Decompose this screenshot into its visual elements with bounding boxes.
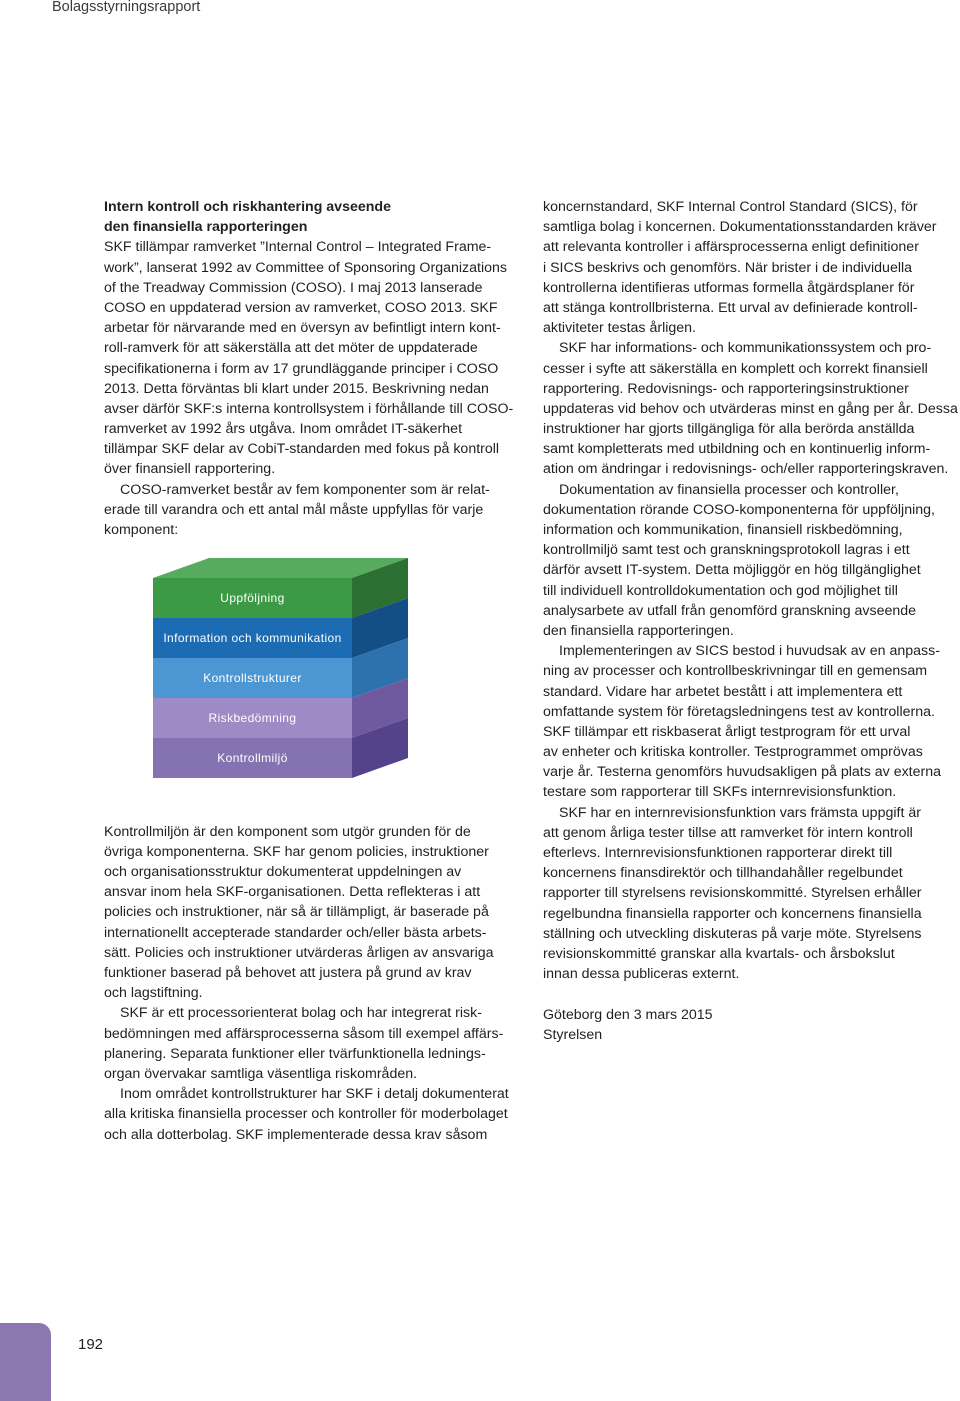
body-text	[104, 822, 519, 1145]
text-line: arbetar för närvarande med en översyn av befintligt intern kont-	[104, 320, 501, 337]
text-line: därför avsett IT-system. Detta möjliggör en hög tillgänglighet	[543, 562, 921, 579]
text-line: att stänga kontrollbristerna. Ett urval av definierade kontroll-	[543, 299, 918, 316]
text-line: bedömningen med affärsprocesserna såsom till exempel affärs-	[104, 1025, 504, 1042]
text-line: COSO-ramverket består av fem komponenter som är relat-	[120, 481, 490, 498]
text-line: rapporter till styrelsens revisionskommitté. Styrelsen erhåller	[543, 885, 922, 902]
text-line: SKF tillämpar ett riskbaserat årligt testprogram för ett urval	[543, 723, 911, 740]
text-line: över finansiell rapportering.	[104, 461, 276, 478]
text-line: COSO en uppdaterad version av ramverket, COSO 2013. SKF	[104, 299, 498, 316]
text-line: innan dessa publiceras externt.	[543, 966, 740, 983]
text-line: övriga komponenterna. SKF har genom policies, instruktioner	[104, 843, 489, 860]
heading-line: Intern kontroll och riskhantering avseende	[104, 199, 391, 215]
heading-line: den finansiella rapporteringen	[104, 219, 308, 236]
text-line: samtliga bolag i koncernen. Dokumentationsstandarden kräver	[543, 219, 937, 236]
text-line: och organisationsstruktur dokumenterat uppdelningen av	[104, 864, 462, 881]
text-line: av enheter och kritiska kontroller. Testprogrammet omprövas	[543, 744, 923, 761]
text-line: roll-ramverk för att säkerställa att det möter de uppdaterade	[104, 340, 478, 357]
signature-block	[543, 1005, 958, 1045]
text-line: standard. Vidare har arbetet bestått i att implementera ett	[543, 683, 903, 700]
text-line: rapportering. Redovisnings- och rapporteringsinstruktioner	[543, 380, 909, 397]
text-line: samt kompletterats med utbildning och en kontinuerlig inform-	[543, 441, 931, 458]
text-line: Dokumentation av finansiella processer och kontroller,	[559, 481, 899, 498]
text-line: kontrollerna identifieras utformas formella åtgärdsplaner för	[543, 279, 915, 296]
body-text	[543, 197, 958, 984]
right-column	[543, 197, 958, 1045]
text-line: SKF har en internrevisionsfunktion vars främsta uppgift är	[559, 804, 921, 821]
text-line: kontrollmiljö samt test och granskningsprotokoll lagras i ett	[543, 542, 910, 559]
text-line: dokumentation rörande COSO-komponenterna för uppföljning,	[543, 501, 935, 518]
text-line: koncernstandard, SKF Internal Control Standard (SICS), för	[543, 199, 918, 215]
text-line: organ övervakar samtliga väsentliga riskområden.	[104, 1065, 418, 1082]
page-number: 192	[78, 1336, 104, 1353]
text-line: regelbundna finansiella rapporter och koncernens finansiella	[543, 905, 922, 922]
text-line: i SICS beskrivs och genomförs. När brister i de individuella	[543, 259, 913, 276]
text-line: SKF är ett processorienterat bolag och har integrerat risk-	[120, 1005, 482, 1022]
layer-label-information: Information och kommunikation	[163, 631, 342, 646]
text-line: ansvar inom hela SKF-organisationen. Detta reflekteras i att	[104, 884, 481, 901]
text-line: ning av processer och kontrollbeskrivningar till en gemensam	[543, 663, 928, 680]
text-line: Inom området kontrollstrukturer har SKF i detalj dokumenterat	[120, 1086, 509, 1103]
text-line: cesser i syfte att säkerställa en komplett och korrekt finansiell	[543, 360, 928, 377]
text-line: att genom årliga tester tillse att ramverket för intern kontroll	[543, 824, 913, 841]
coso-cube-diagram	[104, 540, 519, 822]
text-line: ramverket av 1992 års utgåva. Inom området IT-säkerhet	[104, 421, 463, 438]
text-line: varje år. Testerna genomförs huvudsakligen på plats av externa	[543, 764, 942, 781]
text-line: efterlevs. Internrevisionsfunktionen rapporterar direkt till	[543, 845, 893, 861]
text-line: Implementeringen av SICS bestod i huvudsak av en anpass-	[559, 643, 940, 660]
text-line: koncernens finansdirektör och tillhandahåller regelbundet	[543, 865, 903, 882]
text-line: och alla dotterbolag. SKF implementerade dessa krav såsom	[104, 1126, 488, 1143]
text-line: sätt. Policies och instruktioner utvärderas årligen av ansvariga	[104, 944, 494, 961]
text-line: policies och instruktioner, när så är tillämpligt, är baserade på	[104, 904, 489, 921]
text-line: instruktioner har gjorts tillgängliga för alla berörda anställda	[543, 421, 915, 438]
text-line: uppdateras vid behov och utvärderas minst en gång per år. Dessa	[543, 400, 958, 417]
text-line: komponent:	[104, 522, 179, 538]
text-line: SKF tillämpar ramverket ”Internal Control – Integrated Frame-	[104, 239, 492, 256]
signature-place-date: Göteborg den 3 mars 2015	[543, 1006, 713, 1023]
text-line: alla kritiska finansiella processer och kontroller för moderbolaget	[104, 1106, 508, 1123]
layer-label-kontrollstrukturer: Kontrollstrukturer	[203, 671, 302, 686]
text-line: SKF har informations- och kommunikationssystem och pro-	[559, 340, 932, 357]
text-line: avser därför SKF:s interna kontrollsystem i förhållande till COSO-	[104, 400, 514, 417]
text-line: den finansiella rapporteringen.	[543, 622, 734, 639]
section-heading	[104, 197, 519, 237]
text-line: 2013. Detta förväntas bli klart under 2015. Beskrivning nedan	[104, 380, 489, 397]
text-line: att relevanta kontroller i affärsprocesserna enligt definitioner	[543, 239, 919, 256]
text-line: och lagstiftning.	[104, 985, 203, 1002]
text-line: specifikationerna i form av 17 grundläggande principer i COSO	[104, 360, 499, 377]
text-line: funktioner baserad på behovet att justera på grund av krav	[104, 965, 472, 981]
text-line: of the Treadway Commission (COSO). I maj 2013 lanserade	[104, 279, 483, 296]
running-header: Bolagsstyrningsrapport	[52, 0, 201, 15]
layer-label-riskbedomning: Riskbedömning	[208, 711, 297, 726]
text-line: planering. Separata funktioner eller tvärfunktionella lednings-	[104, 1045, 486, 1062]
text-line: testare som rapporterar till SKFs internrevisionsfunktion.	[543, 784, 897, 801]
signature-signer: Styrelsen	[543, 1026, 603, 1043]
text-line: tillämpar SKF delar av CobiT-standarden med fokus på kontroll	[104, 441, 500, 458]
text-line: omfattande system för företagsledningens test av kontrollerna.	[543, 703, 935, 720]
text-line: Kontrollmiljön är den komponent som utgör grunden för de	[104, 823, 471, 840]
text-line: ation om ändringar i redovisnings- och/eller rapporteringskraven.	[543, 461, 949, 478]
text-line: revisionskommitté granskar alla kvartals- och årsbokslut	[543, 945, 895, 962]
text-line: erade till varandra och ett antal mål måste uppfyllas för varje	[104, 501, 484, 518]
text-line: ställning och utveckling diskuteras på varje möte. Styrelsens	[543, 925, 922, 942]
text-line: till individuell kontrolldokumentation och god möjlighet till	[543, 582, 898, 599]
left-column	[104, 197, 519, 1145]
text-line: analysarbete av utfall från genomförd granskning avseende	[543, 602, 917, 619]
text-line: internationellt accepterade standarder och/eller bästa arbets-	[104, 924, 487, 941]
text-line: information och kommunikation, finansiell riskbedömning,	[543, 522, 903, 538]
intro-text	[104, 237, 519, 540]
coso-cube-svg	[104, 540, 519, 822]
layer-label-kontrollmiljo: Kontrollmiljö	[217, 751, 288, 766]
text-line: work”, lanserat 1992 av Committee of Sponsoring Organizations	[104, 259, 507, 276]
text-line: aktiviteter testas årligen.	[543, 320, 696, 337]
page-tab-decoration	[0, 1323, 51, 1401]
layer-label-uppfoljning: Uppföljning	[220, 591, 285, 606]
